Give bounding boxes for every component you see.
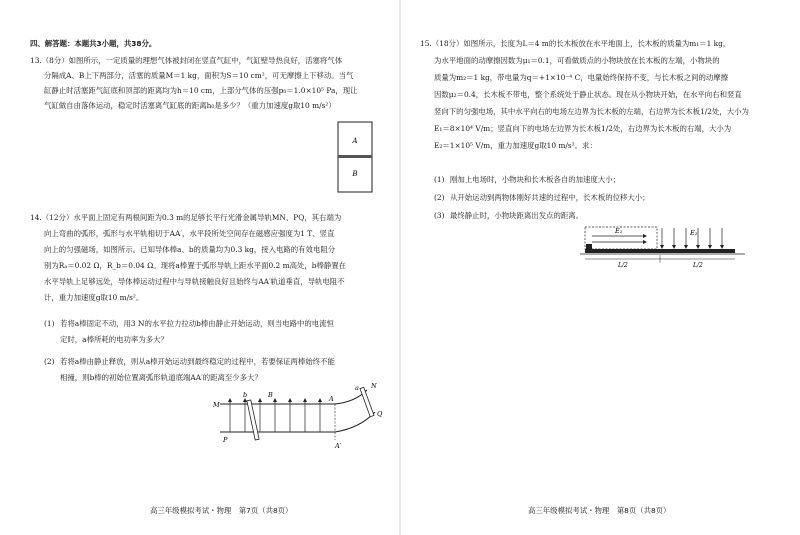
q14-sub2-num: (2) <box>44 357 55 366</box>
q14-sub2-line-2: 相撞，则b棒的初始位置离弧形轨道底端AA′的距离至少多大？ <box>60 373 262 382</box>
q14-sub1-num: (1) <box>44 319 55 328</box>
q15-sub2-num: (2) <box>434 193 445 202</box>
label-rod-b: b <box>243 391 248 399</box>
left-footer: 高三年级模拟考试・物理 第7页（共8页） <box>150 506 293 515</box>
q14-line-4: 别为Rₐ＝0.02 Ω，R_b＝0.04 Ω。现将a棒置于弧形导轨上距水平面0.2 m高处，b棒静置在 <box>44 261 347 270</box>
label-p: P <box>223 436 228 444</box>
q15-line-7: E₂＝1×10⁵ V/m，重力加速度g取10 m/s²。求： <box>434 141 597 150</box>
q14-sub1-line-2: 定时，a棒所耗的电功率为多大？ <box>60 335 168 344</box>
q14-line-2: 向上弯曲的弧形，弧形与水平轨相切于AA′，水平段所处空间存在磁感应强度为1 T、竖直 <box>44 229 335 238</box>
q15-line-4: 因数μ₂＝0.4，长木板不带电，整个系统处于静止状态。现在从小物块开始，在水平向右和竖直 <box>434 90 742 99</box>
q15-line-2: 为水平地面的动摩擦因数为μ₁＝0.1，可看做质点的小物块放在长木板的左端，小物块的 <box>434 56 720 65</box>
label-rod-a: a <box>355 384 359 392</box>
right-footer: 高三年级模拟考试・物理 第8页（共8页） <box>528 506 671 515</box>
e1-arrows <box>592 236 645 242</box>
q13-line-2: 分隔成A、B上下两部分，活塞的质量M＝1 kg，面积为S＝10 cm²，可无摩擦上下移动。当气 <box>44 71 354 80</box>
long-board <box>585 249 735 253</box>
q15-sub2-text: 从开始运动到两物体刚好共速的过程中，长木板的位移大小； <box>450 193 650 202</box>
label-half-left: L/2 <box>618 262 628 269</box>
q13-line-3: 缸静止时活塞距气缸底和顶部的距离均为h＝10 cm，上部分气体的压强p₀＝1.0×10⁵ Pa，现让 <box>44 86 358 95</box>
chamber-a-label: A <box>352 137 358 145</box>
board-figure <box>580 225 750 270</box>
q14-sub1-line-1: 若将a棒固定不动，用3 N的水平拉力拉动b棒由静止开始运动，则当电路中的电流恒 <box>60 319 334 328</box>
label-field-b: B <box>268 391 273 399</box>
q15-sub3-num: (3) <box>434 211 445 220</box>
field-arrows <box>230 400 320 432</box>
rails-figure <box>205 382 385 452</box>
q15-line-5: 竖向下的匀强电场，其中水平向右的电场左边界为长木板的左端，右边界为长木板1/2处，大小为 <box>434 107 749 116</box>
cylinder-figure <box>330 120 380 195</box>
e2-arrowheads <box>660 245 724 249</box>
label-m: M <box>213 401 220 409</box>
q14-line-1: 14.（12分）水平面上固定有两根间距为0.3 m的足够长平行光滑金属导轨MN、PQ，其右端为 <box>30 213 342 222</box>
label-half-right: L/2 <box>693 262 703 269</box>
piston <box>338 155 372 158</box>
label-q: Q <box>377 410 383 418</box>
small-block <box>586 244 592 249</box>
rail-pq-curve <box>335 412 375 432</box>
label-e1: E₁ <box>615 227 623 235</box>
q14-line-5: 水平导轨上足够远处，导体棒运动过程中与导轨接触良好且始终与AA′轨道垂直，导轨电阻不 <box>44 277 345 286</box>
q15-sub1-text: 刚加上电场时，小物块和长木板各自的加速度大小； <box>450 175 620 184</box>
rod-a <box>360 387 374 417</box>
chamber-b-label: B <box>352 170 358 178</box>
q13-line-4: 气缸做自由落体运动，稳定时活塞离气缸底的距离h₀是多少？（重力加速度g取10 m/s²） <box>44 101 336 110</box>
label-e2: E₂ <box>690 229 698 237</box>
q14-line-6: 计，重力加速度g取10 m/s²。 <box>44 293 144 302</box>
q15-line-6: E₁＝8×10⁴ V/m；竖直向下的电场左边界为长木板1/2处，右边界为长木板的右端，大小为 <box>434 124 732 133</box>
label-a-prime: A′ <box>335 442 342 450</box>
right-page <box>400 0 800 535</box>
q14-line-3: 向上的匀强磁场，如图所示。已知导体棒a、b的质量均为0.3 kg，接入电路的有效电阻分 <box>44 245 336 254</box>
e1-arrowhead-1 <box>643 234 647 238</box>
q14-sub2-line-1: 若将a棒由静止释放，则从a棒开始运动到最终稳定的过程中，若要保证两棒始终不能 <box>60 357 335 366</box>
e1-arrowhead-2 <box>643 240 647 244</box>
q15-sub1-num: (1) <box>434 175 445 184</box>
label-a: A <box>329 395 334 403</box>
section-heading: 四、解答题：本题共3小题，共38分。 <box>30 39 157 48</box>
q13-line-1: 13.（8分）如图所示，一定质量的理想气体被封闭在竖直气缸中，气缸壁导热良好，活塞将气体 <box>30 56 343 65</box>
rod-b <box>247 400 259 440</box>
q15-sub3-text: 最终静止时，小物块距离出发点的距离。 <box>450 211 584 220</box>
q15-line-3: 质量为m₂＝1 kg，带电量为q＝+1×10⁻⁴ C，电量始终保持不变，与长木板之间的动摩擦 <box>434 73 729 82</box>
q15-line-1: 15.（18分）如图所示，长度为L＝4 m的长木板放在水平地面上，长木板的质量为m₁＝1 kg， <box>420 39 731 48</box>
label-n: N <box>371 382 377 390</box>
